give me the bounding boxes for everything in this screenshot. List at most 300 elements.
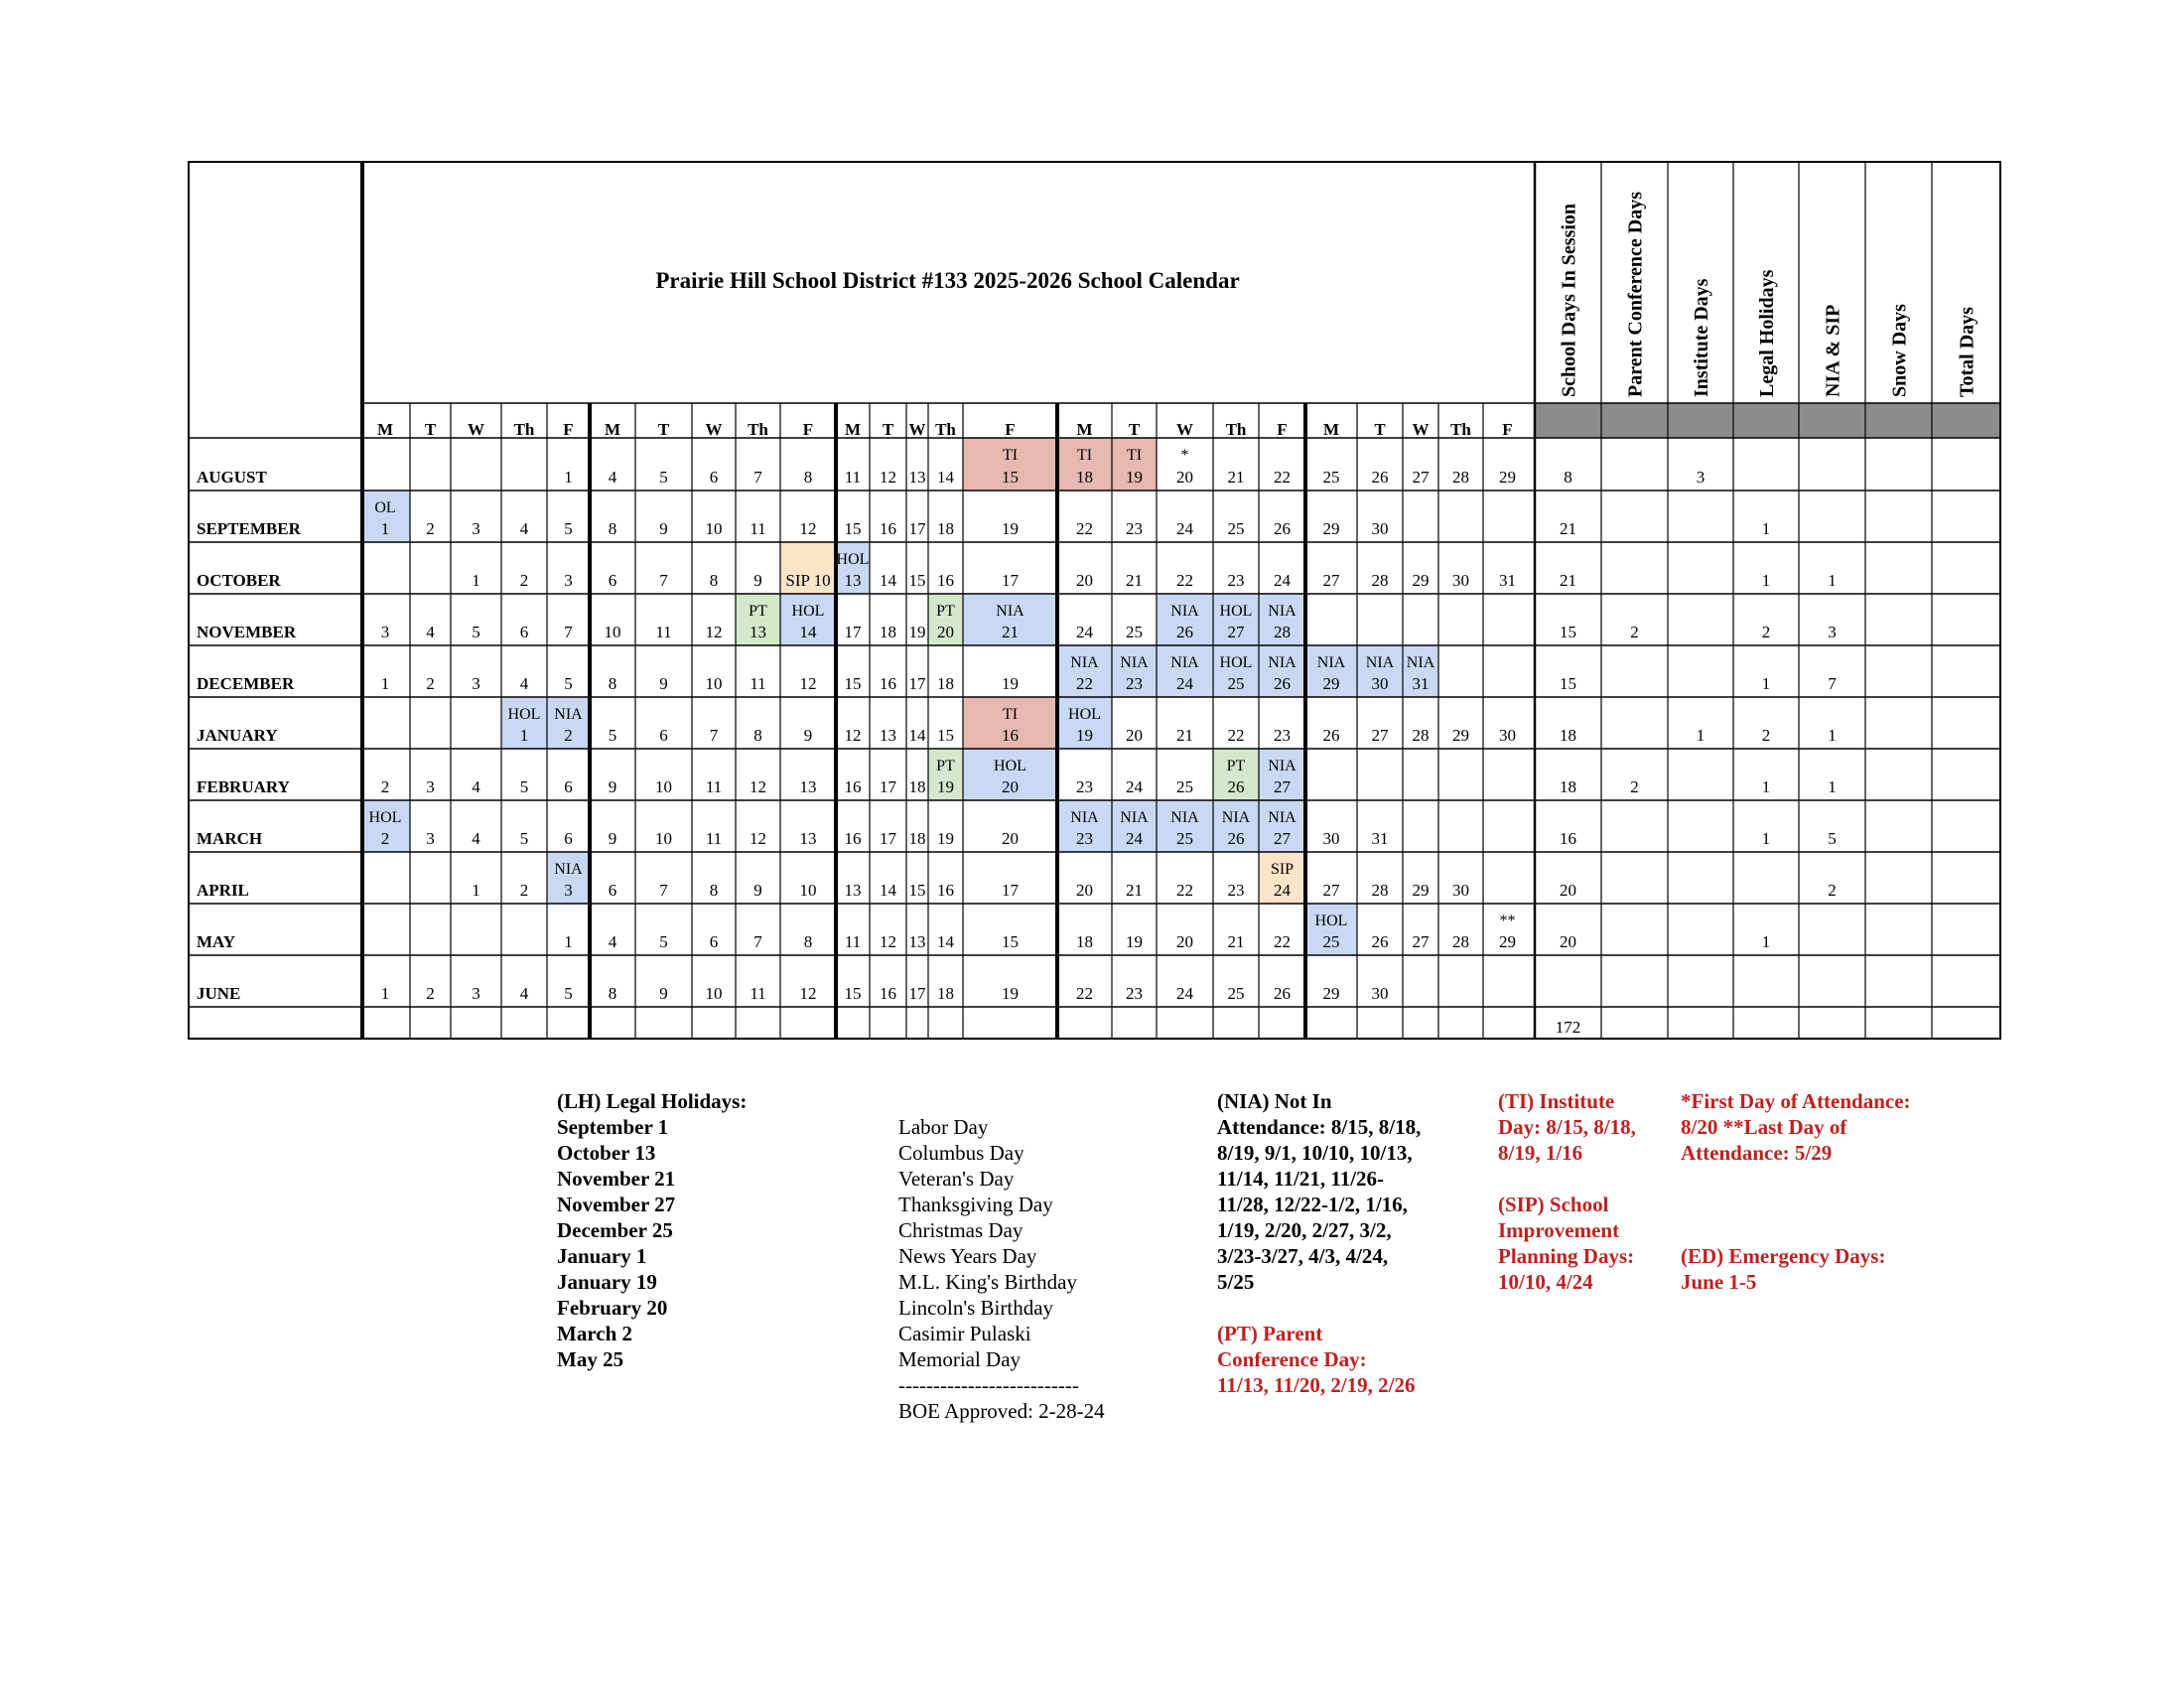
- day-number: 2: [519, 881, 529, 900]
- summary-value: 20: [1560, 881, 1576, 900]
- summary-value: 8: [1564, 468, 1572, 487]
- day-number: 3: [564, 881, 573, 900]
- day-number: 2: [426, 984, 435, 1003]
- day-number: 25: [1322, 932, 1340, 951]
- month-label: MAY: [197, 932, 236, 951]
- day-marker: NIA: [1268, 809, 1297, 826]
- day-number: 19: [1002, 674, 1019, 693]
- day-number: 15: [1002, 932, 1019, 951]
- weekday-header: Th: [513, 420, 535, 439]
- day-number: 7: [753, 468, 762, 487]
- day-number: 3: [472, 519, 480, 538]
- day-number: 1: [380, 984, 390, 1003]
- summary-value: 1: [1761, 519, 1771, 538]
- day-number: 4: [519, 519, 529, 538]
- summary-value: 21: [1560, 571, 1576, 590]
- day-number: 5: [564, 674, 573, 693]
- separator-line: --------------------------: [898, 1373, 1079, 1397]
- holiday-date: September 1: [557, 1115, 669, 1139]
- day-number: 2: [426, 674, 435, 693]
- day-number: 3: [564, 571, 573, 590]
- weekday-header: T: [424, 420, 437, 439]
- summary-value: 1: [1828, 571, 1837, 590]
- day-number: 14: [799, 623, 817, 641]
- day-number: 5: [659, 932, 668, 951]
- day-number: 17: [908, 674, 926, 693]
- day-number: 5: [472, 623, 480, 641]
- summary-column-header: School Days In Session: [1558, 203, 1580, 397]
- day-number: 7: [709, 726, 719, 745]
- nia-legend: (NIA) Not In Attendance: 8/15, 8/18, 8/19, 9/1, 10/10, 10/13, 11/14, 11/21, 11/26- 11/28, 12/22-1/2, 1/16, 1/19, 2/20, 2/27, 3/2, 3/23-3/27, 4/3, 4/24, 5/25: [1217, 1089, 1422, 1294]
- weekday-header: W: [1176, 420, 1193, 439]
- day-number: 1: [472, 571, 480, 590]
- day-number: 29: [1322, 984, 1340, 1003]
- day-number: 23: [1227, 881, 1245, 900]
- day-number: 27: [1322, 571, 1340, 590]
- summary-header-bar: [1535, 403, 2000, 438]
- day-number: 26: [1274, 674, 1291, 693]
- ti-legend: (TI) Institute Day: 8/15, 8/18, 8/19, 1/16: [1498, 1089, 1636, 1165]
- day-number: 17: [1002, 571, 1019, 590]
- day-marker: PT: [936, 758, 955, 774]
- summary-value: 2: [1761, 726, 1771, 745]
- day-number: 25: [1176, 829, 1193, 848]
- day-number: 16: [1002, 726, 1019, 745]
- day-marker: NIA: [554, 706, 583, 723]
- day-number: 25: [1322, 468, 1340, 487]
- day-marker: HOL: [1068, 706, 1101, 723]
- holiday-name: Veteran's Day: [898, 1167, 1015, 1191]
- sip-legend: (SIP) School Improvement Planning Days: 10/10, 4/24: [1498, 1193, 1635, 1294]
- day-number: 7: [564, 623, 573, 641]
- summary-column-header: Institute Days: [1691, 278, 1712, 397]
- day-number: 18: [908, 777, 926, 796]
- day-number: 29: [1322, 674, 1340, 693]
- summary-value: 20: [1560, 932, 1576, 951]
- day-number: 22: [1076, 519, 1093, 538]
- summary-column-header: Total Days: [1956, 307, 1979, 397]
- day-number: 18: [937, 984, 954, 1003]
- day-number: SIP 10: [785, 571, 831, 590]
- day-marker: HOL: [994, 758, 1026, 774]
- weekday-header: Th: [1225, 420, 1247, 439]
- weekday-header: F: [563, 420, 574, 439]
- day-marker: NIA: [1268, 758, 1297, 774]
- day-number: 5: [659, 468, 668, 487]
- day-number: 21: [1176, 726, 1193, 745]
- day-number: 5: [519, 829, 529, 848]
- weekday-header: M: [1322, 420, 1340, 439]
- weekday-header: T: [1128, 420, 1141, 439]
- pt-legend: (PT) Parent Conference Day: 11/13, 11/20, 2/19, 2/26: [1217, 1322, 1416, 1397]
- month-label: MARCH: [197, 829, 263, 848]
- legal-holidays-header: (LH) Legal Holidays:: [557, 1089, 748, 1113]
- weekday-header: F: [1277, 420, 1288, 439]
- day-number: 29: [1499, 932, 1516, 951]
- ed-legend: (ED) Emergency Days: June 1-5: [1681, 1244, 1886, 1294]
- summary-value: 1: [1696, 726, 1706, 745]
- day-number: 11: [655, 623, 672, 641]
- day-number: 22: [1274, 932, 1291, 951]
- day-number: 4: [519, 674, 529, 693]
- day-number: 31: [1499, 571, 1516, 590]
- legal-holiday-names: [898, 1114, 1077, 1372]
- day-number: 1: [564, 932, 573, 951]
- day-number: 22: [1076, 984, 1093, 1003]
- day-number: 23: [1076, 777, 1093, 796]
- summary-value: 2: [1630, 777, 1639, 796]
- day-marker: NIA: [554, 861, 583, 878]
- day-number: 28: [1371, 571, 1389, 590]
- day-number: 27: [1227, 623, 1245, 641]
- day-number: 23: [1076, 829, 1093, 848]
- day-number: 10: [705, 984, 723, 1003]
- day-marker: NIA: [1268, 654, 1297, 671]
- day-number: 16: [937, 571, 954, 590]
- summary-column-header: Parent Conference Days: [1624, 192, 1647, 397]
- day-number: 23: [1126, 674, 1143, 693]
- summary-value: 5: [1828, 829, 1837, 848]
- day-number: 25: [1227, 984, 1245, 1003]
- day-number: 9: [659, 519, 668, 538]
- day-number: 1: [519, 726, 529, 745]
- day-marker: NIA: [1221, 809, 1251, 826]
- day-number: 13: [880, 726, 896, 745]
- day-number: 12: [750, 777, 766, 796]
- day-marker: NIA: [1120, 809, 1149, 826]
- day-number: 16: [880, 984, 896, 1003]
- day-number: 28: [1274, 623, 1291, 641]
- weekday-header: T: [882, 420, 894, 439]
- day-number: 4: [472, 829, 480, 848]
- day-number: 2: [519, 571, 529, 590]
- day-number: 8: [803, 468, 813, 487]
- holiday-date: January 1: [557, 1244, 647, 1268]
- summary-value: 1: [1828, 726, 1837, 745]
- day-number: 24: [1274, 571, 1291, 590]
- day-number: 25: [1227, 519, 1245, 538]
- day-number: 30: [1499, 726, 1516, 745]
- day-number: 23: [1126, 984, 1143, 1003]
- summary-column-header: NIA & SIP: [1822, 304, 1844, 397]
- day-number: 19: [1076, 726, 1093, 745]
- day-number: 13: [908, 932, 926, 951]
- day-number: 29: [1499, 468, 1516, 487]
- holiday-name: Lincoln's Birthday: [898, 1296, 1054, 1320]
- day-number: 15: [844, 674, 862, 693]
- day-number: 10: [799, 881, 817, 900]
- boe-approved-note: BOE Approved: 2-28-24: [898, 1399, 1105, 1423]
- day-number: 2: [426, 519, 435, 538]
- day-number: 9: [608, 777, 617, 796]
- day-number: 24: [1176, 674, 1193, 693]
- summary-value: 2: [1828, 881, 1837, 900]
- day-marker: NIA: [1170, 654, 1199, 671]
- day-marker: HOL: [1219, 603, 1253, 620]
- day-marker: NIA: [1406, 654, 1435, 671]
- day-marker: TI: [1002, 447, 1019, 464]
- summary-value: 1: [1761, 571, 1771, 590]
- day-number: 8: [709, 571, 719, 590]
- day-number: 10: [705, 674, 723, 693]
- day-number: 6: [519, 623, 529, 641]
- day-number: 5: [519, 777, 529, 796]
- day-number: 20: [1176, 932, 1193, 951]
- summary-value: 3: [1696, 468, 1706, 487]
- day-number: 26: [1274, 519, 1291, 538]
- first-last-day-legend: *First Day of Attendance: 8/20 **Last Day of Attendance: 5/29: [1681, 1089, 1911, 1165]
- day-number: 20: [1076, 881, 1093, 900]
- day-number: 26: [1371, 468, 1389, 487]
- day-marker: NIA: [1268, 603, 1297, 620]
- month-label: JANUARY: [197, 726, 278, 745]
- summary-value: 1: [1761, 777, 1771, 796]
- summary-value: 1: [1761, 674, 1771, 693]
- day-marker: HOL: [1219, 654, 1253, 671]
- day-number: 15: [844, 519, 862, 538]
- month-label: FEBRUARY: [197, 777, 290, 796]
- summary-value: 15: [1560, 674, 1576, 693]
- day-number: 30: [1371, 674, 1389, 693]
- day-number: 9: [803, 726, 813, 745]
- day-number: 5: [608, 726, 617, 745]
- weekday-header: W: [705, 420, 723, 439]
- day-number: 26: [1176, 623, 1193, 641]
- weekday-header: W: [1412, 420, 1430, 439]
- day-number: 21: [1126, 881, 1143, 900]
- total-value: 172: [1555, 1018, 1581, 1037]
- day-number: 22: [1176, 571, 1193, 590]
- day-number: 13: [844, 571, 862, 590]
- day-number: 4: [608, 468, 617, 487]
- day-number: 27: [1322, 881, 1340, 900]
- day-number: 19: [937, 829, 954, 848]
- summary-value: 3: [1828, 623, 1837, 641]
- day-number: 7: [659, 881, 668, 900]
- day-marker: NIA: [1070, 654, 1099, 671]
- summary-value: 7: [1828, 674, 1837, 693]
- day-number: 16: [880, 519, 896, 538]
- day-number: 18: [908, 829, 926, 848]
- day-number: 12: [880, 468, 896, 487]
- day-number: 19: [1126, 468, 1143, 487]
- day-number: 9: [753, 571, 762, 590]
- day-number: 27: [1274, 829, 1291, 848]
- day-number: 1: [380, 674, 390, 693]
- day-number: 2: [564, 726, 573, 745]
- day-number: 24: [1176, 519, 1193, 538]
- day-marker: HOL: [1314, 913, 1348, 929]
- holiday-date: March 2: [557, 1322, 633, 1345]
- page-title: Prairie Hill School District #133 2025-2026 School Calendar: [655, 268, 1240, 293]
- day-number: 4: [608, 932, 617, 951]
- day-number: 3: [472, 674, 480, 693]
- day-number: 4: [519, 984, 529, 1003]
- day-number: 16: [844, 777, 862, 796]
- day-number: 11: [844, 932, 862, 951]
- month-label: APRIL: [197, 881, 249, 900]
- day-number: 10: [655, 777, 672, 796]
- day-marker: *: [1180, 447, 1189, 464]
- day-number: 6: [709, 932, 719, 951]
- day-marker: PT: [1226, 758, 1246, 774]
- day-number: 21: [1227, 932, 1245, 951]
- day-number: 16: [880, 674, 896, 693]
- day-number: 11: [705, 829, 723, 848]
- day-number: 6: [608, 881, 617, 900]
- day-number: 20: [1002, 829, 1019, 848]
- day-number: 27: [1412, 932, 1430, 951]
- summary-value: 2: [1761, 623, 1771, 641]
- weekday-header: M: [1076, 420, 1093, 439]
- holiday-name: Columbus Day: [898, 1141, 1024, 1165]
- weekday-header: Th: [748, 420, 768, 439]
- summary-value: 18: [1560, 726, 1576, 745]
- day-number: 8: [709, 881, 719, 900]
- day-number: 9: [659, 984, 668, 1003]
- day-number: 3: [426, 777, 435, 796]
- holiday-name: Memorial Day: [898, 1347, 1022, 1371]
- weekday-header: M: [844, 420, 862, 439]
- day-number: 14: [937, 932, 954, 951]
- day-number: 15: [908, 881, 926, 900]
- day-number: 6: [659, 726, 668, 745]
- day-number: 19: [937, 777, 954, 796]
- day-marker: HOL: [836, 551, 870, 568]
- summary-value: 21: [1560, 519, 1576, 538]
- month-label: OCTOBER: [197, 571, 281, 590]
- day-number: 8: [803, 932, 813, 951]
- day-number: 25: [1126, 623, 1143, 641]
- day-number: 8: [753, 726, 762, 745]
- weekday-header: F: [802, 420, 814, 439]
- day-number: 4: [472, 777, 480, 796]
- summary-value: 1: [1761, 829, 1771, 848]
- holiday-date: November 27: [557, 1193, 676, 1216]
- day-number: 21: [1002, 623, 1019, 641]
- day-number: 28: [1371, 881, 1389, 900]
- day-number: 31: [1412, 674, 1430, 693]
- day-number: 14: [908, 726, 926, 745]
- day-number: 4: [426, 623, 435, 641]
- day-number: 6: [564, 777, 573, 796]
- day-number: 22: [1274, 468, 1291, 487]
- day-number: 9: [608, 829, 617, 848]
- day-number: 6: [608, 571, 617, 590]
- day-marker: TI: [1002, 706, 1019, 723]
- day-number: 30: [1452, 571, 1469, 590]
- day-number: 17: [1002, 881, 1019, 900]
- day-number: 21: [1126, 571, 1143, 590]
- weekday-header: F: [1502, 420, 1513, 439]
- day-number: 29: [1322, 519, 1340, 538]
- day-number: 18: [1076, 468, 1093, 487]
- day-number: 12: [880, 932, 896, 951]
- weekday-header: M: [376, 420, 394, 439]
- day-number: 26: [1227, 777, 1245, 796]
- day-marker: NIA: [1170, 603, 1199, 620]
- day-number: 18: [937, 519, 954, 538]
- day-number: 19: [908, 623, 926, 641]
- day-marker: NIA: [996, 603, 1024, 620]
- day-number: 20: [1076, 571, 1093, 590]
- day-number: 20: [1176, 468, 1193, 487]
- day-number: 12: [844, 726, 862, 745]
- day-number: 27: [1274, 777, 1291, 796]
- day-number: 18: [1076, 932, 1093, 951]
- month-label: AUGUST: [197, 468, 267, 487]
- day-number: 23: [1227, 571, 1245, 590]
- day-number: 10: [655, 829, 672, 848]
- day-number: 11: [844, 468, 862, 487]
- day-number: 15: [937, 726, 954, 745]
- weekday-header: F: [1005, 420, 1016, 439]
- day-number: 24: [1126, 777, 1143, 796]
- summary-column-header: Legal Holidays: [1756, 269, 1778, 397]
- day-number: 7: [659, 571, 668, 590]
- weekday-header: T: [657, 420, 670, 439]
- day-number: 24: [1076, 623, 1093, 641]
- holiday-date: December 25: [557, 1218, 673, 1242]
- holiday-name: Labor Day: [898, 1115, 989, 1139]
- month-label: DECEMBER: [197, 674, 295, 693]
- holiday-date: January 19: [557, 1270, 657, 1294]
- day-number: 18: [880, 623, 896, 641]
- day-number: 27: [1412, 468, 1430, 487]
- holiday-date: November 21: [557, 1167, 676, 1191]
- day-marker: **: [1499, 913, 1516, 929]
- day-number: 24: [1176, 984, 1193, 1003]
- day-number: 11: [750, 674, 766, 693]
- day-number: 24: [1274, 881, 1291, 900]
- weekday-header: T: [1374, 420, 1386, 439]
- holiday-name: M.L. King's Birthday: [898, 1270, 1077, 1294]
- day-number: 14: [937, 468, 954, 487]
- day-number: 18: [937, 674, 954, 693]
- day-number: 12: [750, 829, 766, 848]
- day-number: 29: [1412, 881, 1430, 900]
- holiday-name: Christmas Day: [898, 1218, 1024, 1242]
- day-number: 29: [1412, 571, 1430, 590]
- day-number: 9: [659, 674, 668, 693]
- day-number: 1: [564, 468, 573, 487]
- day-number: 11: [750, 519, 766, 538]
- day-marker: HOL: [791, 603, 825, 620]
- holiday-name: Casimir Pulaski: [898, 1322, 1031, 1345]
- holiday-name: Thanksgiving Day: [898, 1193, 1053, 1216]
- weekday-header: Th: [935, 420, 956, 439]
- day-number: 16: [844, 829, 862, 848]
- month-label: SEPTEMBER: [197, 519, 301, 538]
- holiday-date: February 20: [557, 1296, 668, 1320]
- day-number: 17: [880, 829, 896, 848]
- day-number: 20: [1126, 726, 1143, 745]
- day-number: 11: [750, 984, 766, 1003]
- day-number: 19: [1002, 984, 1019, 1003]
- day-marker: NIA: [1070, 809, 1099, 826]
- day-number: 20: [937, 623, 954, 641]
- day-marker: HOL: [507, 706, 541, 723]
- day-marker: PT: [749, 603, 767, 620]
- day-number: 3: [472, 984, 480, 1003]
- month-label: NOVEMBER: [197, 623, 297, 641]
- day-marker: NIA: [1120, 654, 1149, 671]
- day-number: 31: [1371, 829, 1389, 848]
- summary-value: 18: [1560, 777, 1576, 796]
- summary-value: 15: [1560, 623, 1576, 641]
- day-number: 17: [844, 623, 862, 641]
- day-number: 13: [908, 468, 926, 487]
